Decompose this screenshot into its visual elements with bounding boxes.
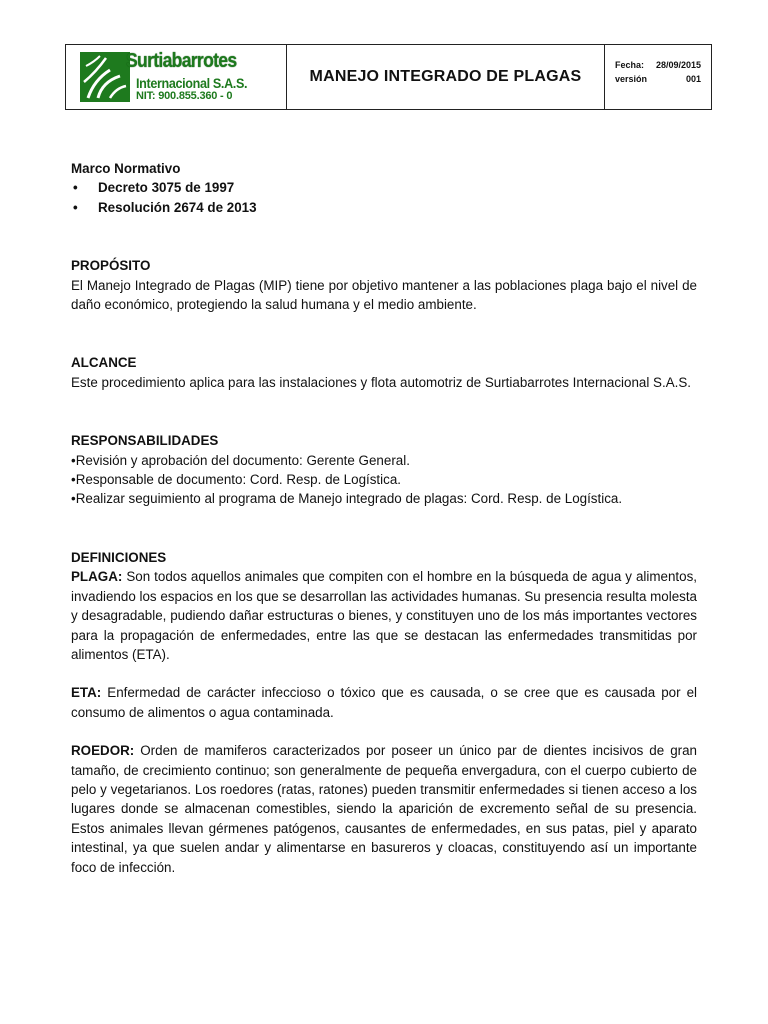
meta-cell: [605, 45, 711, 109]
alcance-text: Este procedimiento aplica para las instalaciones y flota automotriz de Surtiabarrotes Internacional S.A.S.: [71, 374, 692, 390]
palm-leaves-logo-icon: [80, 52, 130, 102]
fecha-value: 28/09/2015: [655, 60, 701, 70]
marco-list: [71, 178, 697, 217]
eta-term: ETA:: [71, 685, 102, 701]
fecha-row: [615, 58, 711, 72]
fecha-label: Fecha:: [615, 60, 645, 70]
alcance-heading: ALCANCE: [71, 355, 137, 371]
plaga-text: Son todos aquellos animales que compiten con el hombre en la búsqueda de agua y alimentos, invadiendo los espacios en los que se desarrollan las actividades humanas. Su presencia resulta molesta y desagradable, pudiendo dañar estructuras o bienes, y constituyen uno de los más importantes vectores para la propagación de enfermedades, entre las que se destacan las enfermedades transmitidas por alimentos (ETA).: [71, 569, 698, 662]
definicion-eta: [71, 683, 697, 722]
document-title: MANEJO INTEGRADO DE PLAGAS: [309, 68, 582, 85]
responsabilidad-item: • Realizar seguimiento al programa de Manejo integrado de plagas: Cord. Resp. de Logística.: [71, 489, 697, 508]
company-logo: [80, 50, 260, 104]
responsabilidad-item: • Revisión y aprobación del documento: Gerente General.: [71, 451, 697, 470]
responsabilidades-heading: RESPONSABILIDADES: [71, 433, 219, 449]
proposito-heading: PROPÓSITO: [71, 258, 151, 274]
marco-heading: Marco Normativo: [71, 161, 181, 176]
logo-company-name: Surtiabarrotes: [126, 50, 237, 72]
definicion-plaga: [71, 567, 697, 664]
marco-item: • Resolución 2674 de 2013: [71, 198, 697, 217]
definicion-roedor: [71, 741, 697, 877]
logo-nit: NIT: 900.855.360 - 0: [136, 90, 233, 102]
version-value: 001: [685, 74, 701, 84]
logo-cell: [66, 45, 287, 109]
definiciones-heading: DEFINICIONES: [71, 549, 167, 565]
plaga-term: PLAGA:: [71, 569, 123, 585]
logo-company-suffix: Internacional S.A.S.: [136, 75, 248, 91]
eta-text: Enfermedad de carácter infeccioso o tóxico que es causada, o se cree que es causada por el consumo de alimentos o agua contaminada.: [71, 685, 697, 720]
roedor-term: ROEDOR:: [71, 743, 135, 759]
responsabilidad-item: • Responsable de documento: Cord. Resp. de Logística.: [71, 470, 697, 489]
version-row: [615, 72, 711, 86]
marco-item: • Decreto 3075 de 1997: [71, 178, 697, 197]
version-label: versión: [615, 74, 648, 84]
proposito-text: El Manejo Integrado de Plagas (MIP) tiene por objetivo mantener a las poblaciones plaga bajo el nivel de daño económico, protegiendo la salud humana y el medio ambiente.: [71, 277, 697, 313]
document-body: [71, 159, 697, 877]
roedor-text: Orden de mamiferos caracterizados por poseer un único par de dientes incisivos de gran tamaño, de crecimiento continuo; son generalmente de pequeña envergadura, con el cuerpo cubierto de pelo y vegetarianos. Los roedores (ratas, ratones) pueden transmitir enfermedades si tienen acceso a los lugares donde se almacenan comestibles, siendo la aparición de excremento señal de su presencia. Estos animales llevan gérmenes patógenos, causantes de enfermedades, en sus patas, piel y aparato intestinal, ya que suelen andar y alimentarse en basureros y cloacas, constituyendo así un importante foco de infección.: [71, 743, 697, 875]
document-header: [65, 44, 712, 110]
title-cell: [287, 45, 605, 109]
